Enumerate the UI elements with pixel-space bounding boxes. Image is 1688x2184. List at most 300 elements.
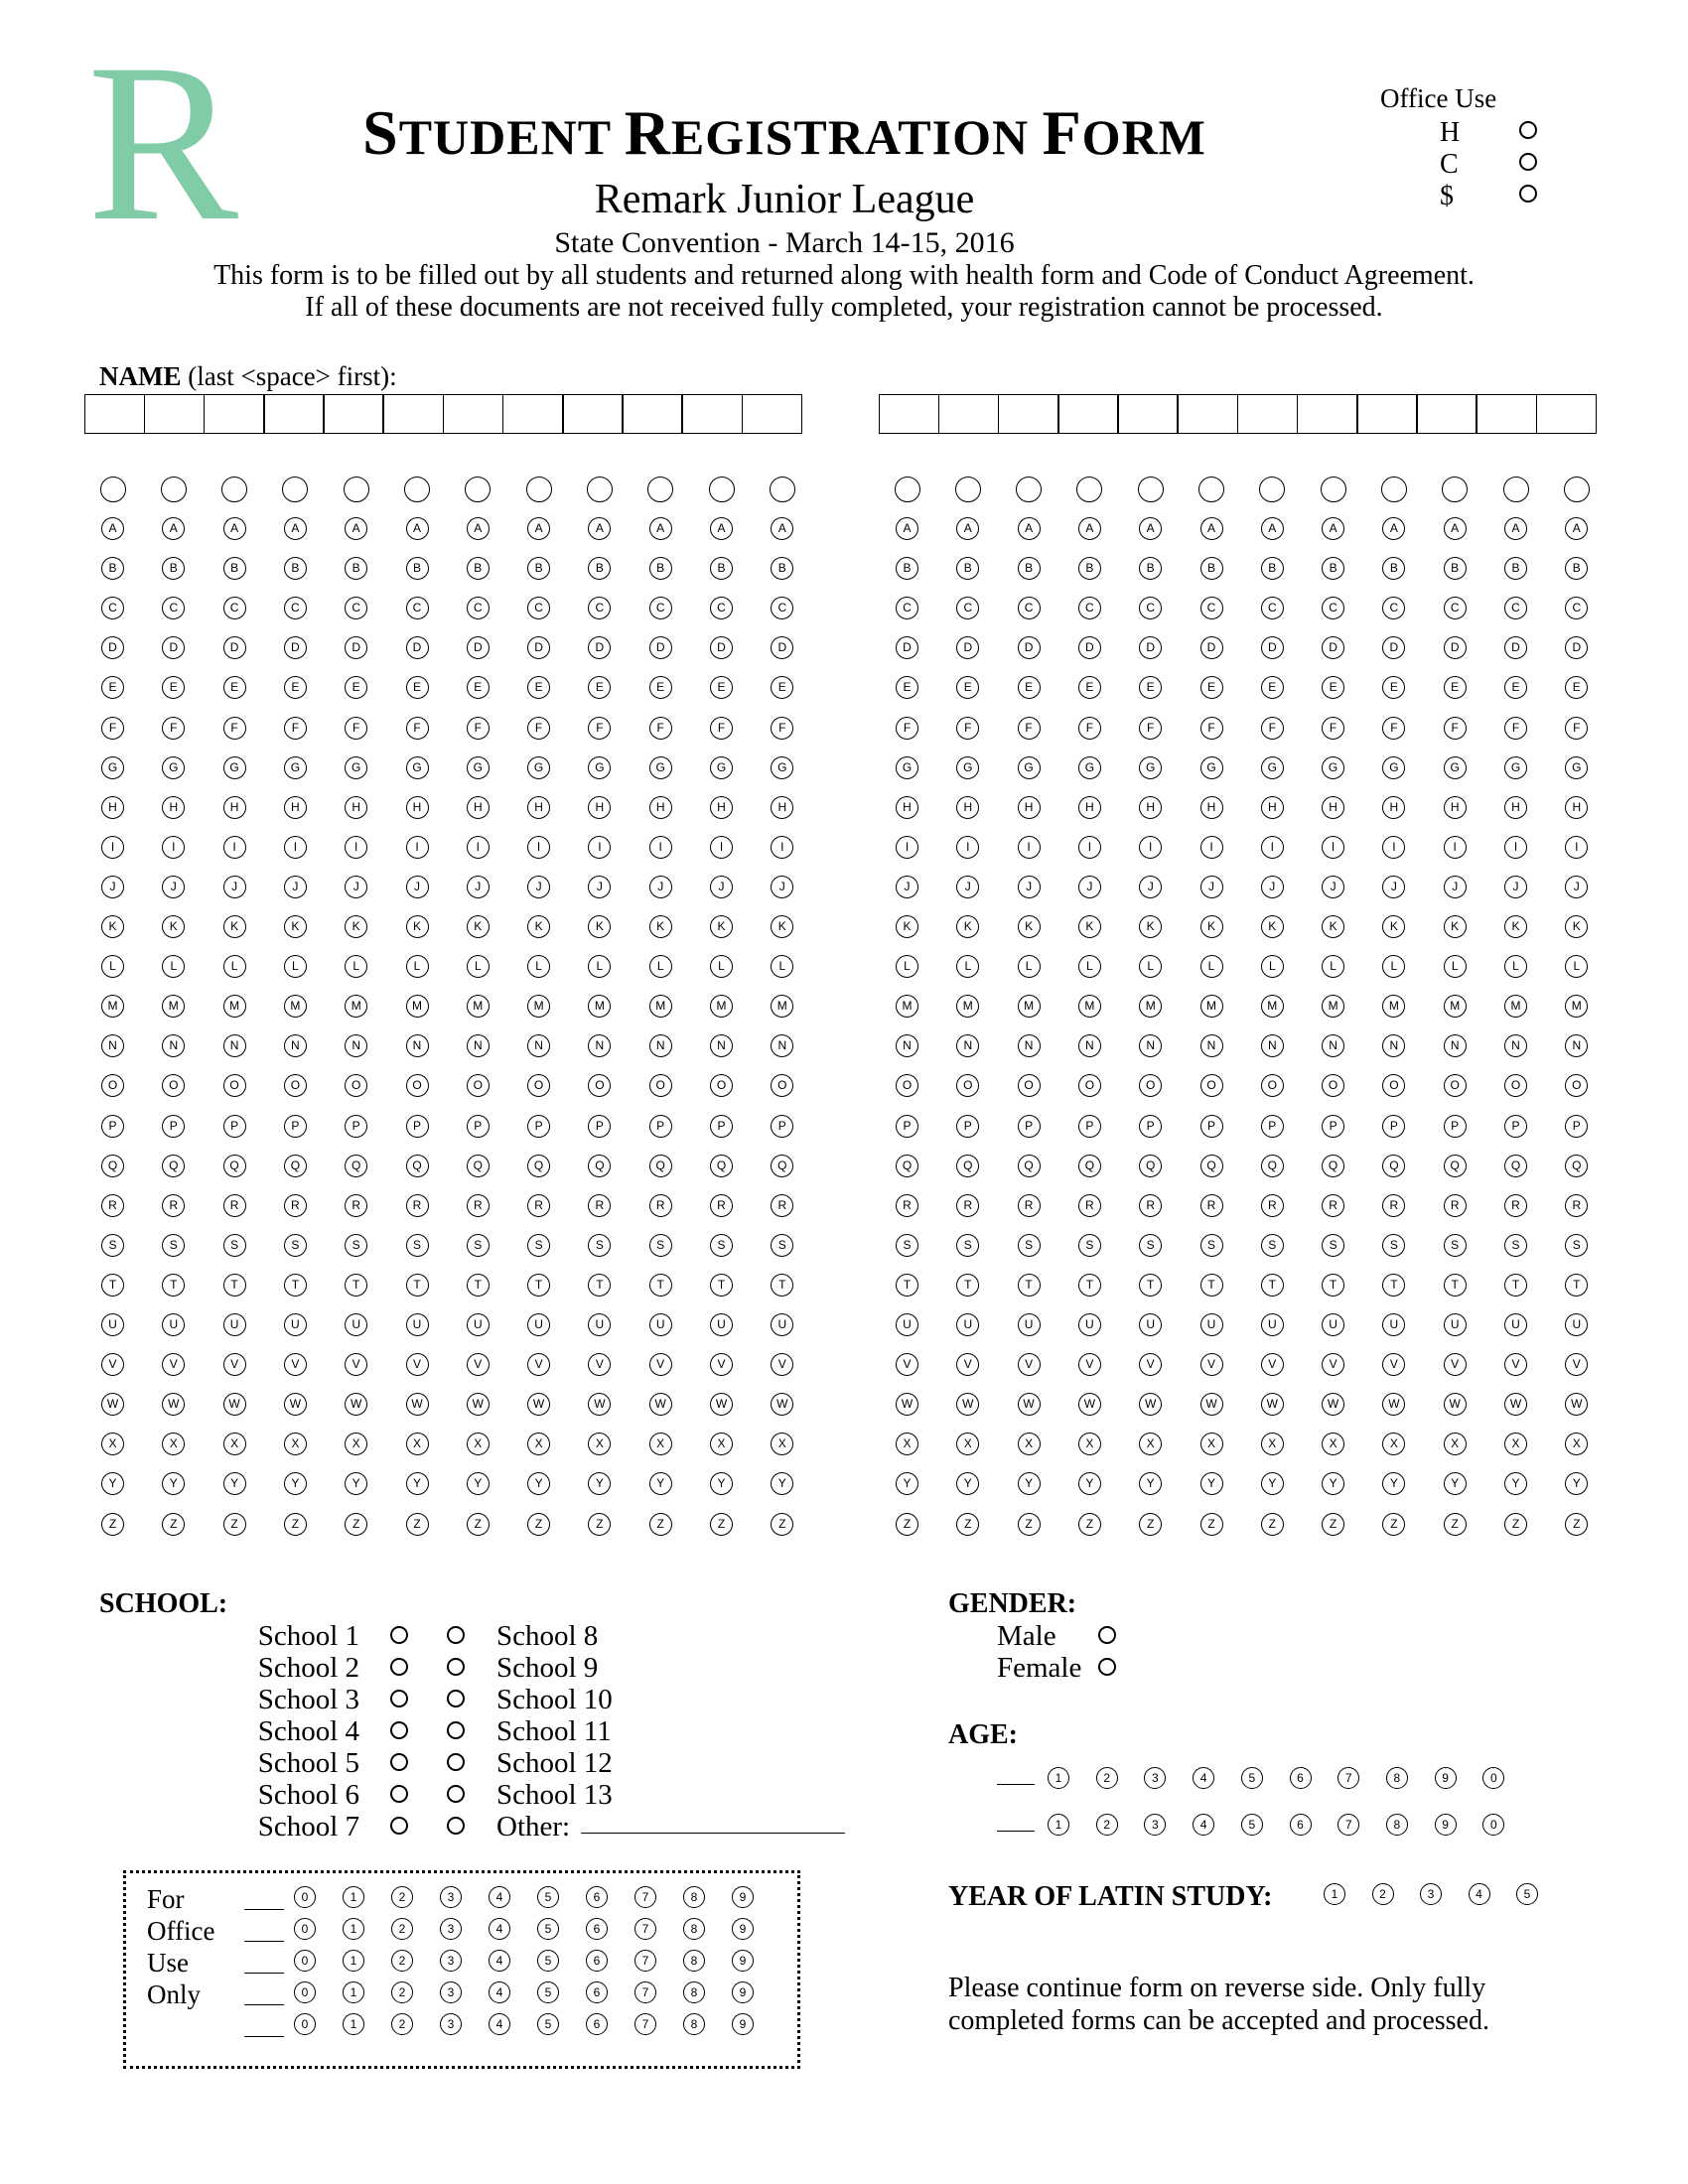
school-option-bubble[interactable] <box>390 1785 408 1803</box>
name-letter-bubble[interactable]: L <box>896 955 918 978</box>
name-letter-bubble[interactable]: I <box>1565 836 1588 859</box>
name-letter-bubble[interactable]: H <box>710 796 733 819</box>
name-letter-bubble[interactable]: F <box>101 717 124 740</box>
name-letter-bubble[interactable]: Y <box>162 1472 185 1495</box>
name-letter-bubble[interactable]: C <box>1200 597 1223 619</box>
name-letter-bubble[interactable]: B <box>1261 557 1284 580</box>
gender-male-bubble[interactable] <box>1098 1626 1116 1644</box>
name-letter-bubble[interactable]: G <box>1018 756 1041 779</box>
name-letter-bubble[interactable]: R <box>467 1194 490 1217</box>
name-letter-bubble[interactable]: H <box>1018 796 1041 819</box>
age-digit-bubble[interactable]: 9 <box>1435 1814 1457 1836</box>
name-letter-bubble[interactable]: R <box>223 1194 246 1217</box>
name-letter-bubble[interactable]: U <box>162 1313 185 1336</box>
name-letter-bubble[interactable]: T <box>1565 1274 1588 1297</box>
name-letter-bubble[interactable]: O <box>1322 1074 1344 1097</box>
name-letter-bubble[interactable]: Z <box>710 1513 733 1536</box>
name-letter-box[interactable] <box>443 394 504 434</box>
name-letter-bubble[interactable]: U <box>223 1313 246 1336</box>
name-letter-bubble[interactable]: P <box>771 1115 793 1138</box>
name-letter-box[interactable] <box>84 394 146 434</box>
name-letter-bubble[interactable]: E <box>649 676 672 699</box>
name-letter-box[interactable] <box>144 394 206 434</box>
name-space-bubble[interactable] <box>1564 477 1590 502</box>
name-letter-bubble[interactable]: B <box>1322 557 1344 580</box>
name-letter-bubble[interactable]: S <box>345 1234 367 1257</box>
name-letter-bubble[interactable]: R <box>649 1194 672 1217</box>
name-letter-bubble[interactable]: J <box>1382 876 1405 898</box>
name-letter-bubble[interactable]: K <box>467 915 490 938</box>
name-letter-bubble[interactable]: P <box>710 1115 733 1138</box>
name-letter-bubble[interactable]: D <box>1444 636 1467 659</box>
office-use-digit-bubble[interactable]: 9 <box>732 1886 754 1908</box>
name-letter-bubble[interactable]: E <box>223 676 246 699</box>
name-letter-bubble[interactable]: G <box>1139 756 1162 779</box>
name-letter-bubble[interactable]: Z <box>467 1513 490 1536</box>
name-letter-bubble[interactable]: Y <box>1565 1472 1588 1495</box>
age-digit-bubble[interactable]: 8 <box>1386 1767 1408 1789</box>
name-letter-bubble[interactable]: H <box>1382 796 1405 819</box>
office-use-bubble[interactable] <box>1519 121 1537 139</box>
name-letter-bubble[interactable]: V <box>406 1353 429 1376</box>
name-letter-bubble[interactable]: N <box>101 1034 124 1057</box>
name-letter-bubble[interactable]: X <box>1504 1433 1527 1455</box>
name-letter-bubble[interactable]: N <box>527 1034 550 1057</box>
name-letter-bubble[interactable]: L <box>649 955 672 978</box>
name-letter-bubble[interactable]: G <box>1261 756 1284 779</box>
name-letter-bubble[interactable]: K <box>1382 915 1405 938</box>
name-letter-bubble[interactable]: Z <box>223 1513 246 1536</box>
name-space-bubble[interactable] <box>1381 477 1407 502</box>
age-digit-bubble[interactable]: 1 <box>1048 1814 1069 1836</box>
name-letter-bubble[interactable]: W <box>1261 1393 1284 1416</box>
office-use-digit-bubble[interactable]: 0 <box>294 2013 316 2035</box>
name-letter-bubble[interactable]: L <box>588 955 611 978</box>
name-letter-bubble[interactable]: V <box>771 1353 793 1376</box>
name-letter-bubble[interactable]: N <box>896 1034 918 1057</box>
name-letter-bubble[interactable]: N <box>1139 1034 1162 1057</box>
name-letter-bubble[interactable]: J <box>101 876 124 898</box>
name-letter-bubble[interactable]: F <box>223 717 246 740</box>
name-letter-box[interactable] <box>681 394 743 434</box>
name-letter-box[interactable] <box>323 394 384 434</box>
office-use-digit-bubble[interactable]: 2 <box>391 1950 413 1972</box>
name-letter-bubble[interactable]: I <box>162 836 185 859</box>
name-letter-bubble[interactable]: E <box>1078 676 1101 699</box>
name-letter-bubble[interactable]: U <box>345 1313 367 1336</box>
name-letter-bubble[interactable]: U <box>1261 1313 1284 1336</box>
name-letter-bubble[interactable]: Y <box>1504 1472 1527 1495</box>
name-letter-bubble[interactable]: D <box>101 636 124 659</box>
name-letter-bubble[interactable]: R <box>1565 1194 1588 1217</box>
name-letter-bubble[interactable]: W <box>1078 1393 1101 1416</box>
name-letter-bubble[interactable]: J <box>771 876 793 898</box>
name-letter-bubble[interactable]: S <box>284 1234 307 1257</box>
name-letter-bubble[interactable]: R <box>1444 1194 1467 1217</box>
name-letter-box[interactable] <box>562 394 624 434</box>
name-letter-bubble[interactable]: M <box>284 995 307 1018</box>
name-letter-bubble[interactable]: V <box>467 1353 490 1376</box>
name-letter-bubble[interactable]: U <box>1322 1313 1344 1336</box>
name-space-bubble[interactable] <box>344 477 369 502</box>
name-letter-bubble[interactable]: N <box>1382 1034 1405 1057</box>
name-letter-bubble[interactable]: W <box>467 1393 490 1416</box>
office-use-digit-line[interactable] <box>244 2004 284 2005</box>
name-letter-bubble[interactable]: H <box>649 796 672 819</box>
name-letter-bubble[interactable]: A <box>1444 517 1467 540</box>
name-letter-bubble[interactable]: Y <box>1261 1472 1284 1495</box>
office-use-digit-bubble[interactable]: 6 <box>586 1981 608 2003</box>
name-letter-bubble[interactable]: H <box>345 796 367 819</box>
name-space-bubble[interactable] <box>100 477 126 502</box>
name-letter-bubble[interactable]: B <box>1200 557 1223 580</box>
name-letter-bubble[interactable]: N <box>284 1034 307 1057</box>
latin-year-bubble[interactable]: 4 <box>1469 1883 1490 1905</box>
name-letter-bubble[interactable]: R <box>406 1194 429 1217</box>
name-letter-bubble[interactable]: X <box>771 1433 793 1455</box>
school-option-bubble[interactable] <box>447 1690 465 1707</box>
name-letter-bubble[interactable]: E <box>1565 676 1588 699</box>
name-letter-bubble[interactable]: I <box>1444 836 1467 859</box>
name-letter-bubble[interactable]: R <box>162 1194 185 1217</box>
name-letter-bubble[interactable]: I <box>710 836 733 859</box>
name-letter-bubble[interactable]: L <box>1444 955 1467 978</box>
name-letter-bubble[interactable]: W <box>771 1393 793 1416</box>
name-letter-bubble[interactable]: N <box>771 1034 793 1057</box>
name-letter-bubble[interactable]: W <box>162 1393 185 1416</box>
name-letter-bubble[interactable]: U <box>1078 1313 1101 1336</box>
name-letter-bubble[interactable]: M <box>406 995 429 1018</box>
name-letter-bubble[interactable]: O <box>896 1074 918 1097</box>
name-letter-bubble[interactable]: I <box>956 836 979 859</box>
name-letter-bubble[interactable]: N <box>162 1034 185 1057</box>
name-letter-bubble[interactable]: T <box>649 1274 672 1297</box>
office-use-digit-bubble[interactable]: 7 <box>634 1918 656 1940</box>
name-letter-bubble[interactable]: B <box>527 557 550 580</box>
name-letter-bubble[interactable]: A <box>223 517 246 540</box>
name-letter-bubble[interactable]: P <box>956 1115 979 1138</box>
name-letter-bubble[interactable]: D <box>710 636 733 659</box>
name-letter-bubble[interactable]: Q <box>1078 1155 1101 1177</box>
office-use-digit-bubble[interactable]: 4 <box>489 1886 510 1908</box>
name-letter-bubble[interactable]: M <box>649 995 672 1018</box>
name-letter-bubble[interactable]: M <box>1018 995 1041 1018</box>
name-letter-bubble[interactable]: P <box>223 1115 246 1138</box>
name-letter-bubble[interactable]: I <box>1139 836 1162 859</box>
name-letter-bubble[interactable]: X <box>467 1433 490 1455</box>
age-digit-bubble[interactable]: 0 <box>1482 1814 1504 1836</box>
name-letter-bubble[interactable]: Q <box>1565 1155 1588 1177</box>
name-letter-bubble[interactable]: S <box>1078 1234 1101 1257</box>
name-letter-bubble[interactable]: Z <box>527 1513 550 1536</box>
name-letter-bubble[interactable]: A <box>1200 517 1223 540</box>
name-letter-bubble[interactable]: K <box>896 915 918 938</box>
name-letter-bubble[interactable]: H <box>527 796 550 819</box>
school-option-bubble[interactable] <box>390 1626 408 1644</box>
office-use-bubble[interactable] <box>1519 185 1537 203</box>
office-use-digit-bubble[interactable]: 8 <box>683 1918 705 1940</box>
name-letter-bubble[interactable]: T <box>1018 1274 1041 1297</box>
age-digit-bubble[interactable]: 0 <box>1482 1767 1504 1789</box>
name-letter-bubble[interactable]: I <box>101 836 124 859</box>
name-letter-bubble[interactable]: A <box>1504 517 1527 540</box>
name-letter-bubble[interactable]: G <box>956 756 979 779</box>
name-letter-bubble[interactable]: P <box>588 1115 611 1138</box>
name-letter-bubble[interactable]: K <box>1565 915 1588 938</box>
name-letter-bubble[interactable]: D <box>771 636 793 659</box>
name-letter-bubble[interactable]: E <box>771 676 793 699</box>
name-space-bubble[interactable] <box>1076 477 1102 502</box>
name-letter-bubble[interactable]: O <box>345 1074 367 1097</box>
name-letter-bubble[interactable]: G <box>345 756 367 779</box>
name-letter-bubble[interactable]: M <box>1200 995 1223 1018</box>
name-letter-bubble[interactable]: U <box>956 1313 979 1336</box>
name-letter-bubble[interactable]: V <box>1078 1353 1101 1376</box>
name-letter-bubble[interactable]: Y <box>710 1472 733 1495</box>
name-letter-bubble[interactable]: S <box>649 1234 672 1257</box>
name-letter-bubble[interactable]: W <box>1200 1393 1223 1416</box>
name-letter-bubble[interactable]: R <box>1139 1194 1162 1217</box>
office-use-digit-line[interactable] <box>244 1973 284 1974</box>
office-use-digit-bubble[interactable]: 2 <box>391 2013 413 2035</box>
name-letter-bubble[interactable]: T <box>101 1274 124 1297</box>
name-letter-bubble[interactable]: S <box>467 1234 490 1257</box>
name-letter-bubble[interactable]: S <box>1504 1234 1527 1257</box>
name-letter-bubble[interactable]: Q <box>1018 1155 1041 1177</box>
name-letter-bubble[interactable]: S <box>162 1234 185 1257</box>
name-space-bubble[interactable] <box>465 477 491 502</box>
name-letter-bubble[interactable]: T <box>467 1274 490 1297</box>
name-letter-bubble[interactable]: H <box>223 796 246 819</box>
name-letter-bubble[interactable]: X <box>1444 1433 1467 1455</box>
name-letter-bubble[interactable]: J <box>1078 876 1101 898</box>
name-letter-bubble[interactable]: Y <box>1018 1472 1041 1495</box>
name-letter-bubble[interactable]: J <box>956 876 979 898</box>
office-use-digit-bubble[interactable]: 6 <box>586 1886 608 1908</box>
age-digit-bubble[interactable]: 6 <box>1290 1767 1312 1789</box>
name-letter-bubble[interactable]: S <box>1018 1234 1041 1257</box>
age-digit-bubble[interactable]: 5 <box>1241 1814 1263 1836</box>
school-option-bubble[interactable] <box>447 1626 465 1644</box>
name-letter-bubble[interactable]: P <box>1444 1115 1467 1138</box>
name-letter-bubble[interactable]: U <box>1200 1313 1223 1336</box>
name-letter-bubble[interactable]: B <box>467 557 490 580</box>
name-letter-bubble[interactable]: R <box>1504 1194 1527 1217</box>
name-letter-bubble[interactable]: Q <box>345 1155 367 1177</box>
name-letter-bubble[interactable]: E <box>588 676 611 699</box>
office-use-digit-line[interactable] <box>244 2036 284 2037</box>
name-letter-bubble[interactable]: S <box>527 1234 550 1257</box>
name-letter-bubble[interactable]: O <box>710 1074 733 1097</box>
name-letter-bubble[interactable]: Y <box>223 1472 246 1495</box>
name-letter-bubble[interactable]: X <box>1261 1433 1284 1455</box>
name-letter-bubble[interactable]: A <box>284 517 307 540</box>
name-letter-bubble[interactable]: Q <box>1382 1155 1405 1177</box>
name-letter-bubble[interactable]: A <box>1261 517 1284 540</box>
name-letter-bubble[interactable]: Z <box>1200 1513 1223 1536</box>
name-letter-bubble[interactable]: S <box>771 1234 793 1257</box>
name-letter-bubble[interactable]: A <box>1078 517 1101 540</box>
age-digit-bubble[interactable]: 4 <box>1193 1814 1214 1836</box>
name-letter-bubble[interactable]: V <box>1200 1353 1223 1376</box>
office-use-digit-bubble[interactable]: 9 <box>732 1981 754 2003</box>
name-letter-bubble[interactable]: I <box>406 836 429 859</box>
name-letter-bubble[interactable]: D <box>223 636 246 659</box>
name-letter-bubble[interactable]: V <box>1139 1353 1162 1376</box>
name-letter-bubble[interactable]: X <box>1565 1433 1588 1455</box>
name-letter-bubble[interactable]: L <box>1078 955 1101 978</box>
name-letter-bubble[interactable]: C <box>649 597 672 619</box>
name-letter-bubble[interactable]: I <box>771 836 793 859</box>
name-space-bubble[interactable] <box>1321 477 1346 502</box>
age-digit-bubble[interactable]: 7 <box>1337 1767 1359 1789</box>
name-letter-box[interactable] <box>622 394 683 434</box>
name-letter-bubble[interactable]: L <box>1139 955 1162 978</box>
name-letter-bubble[interactable]: E <box>1018 676 1041 699</box>
name-letter-bubble[interactable]: H <box>896 796 918 819</box>
name-letter-bubble[interactable]: Q <box>162 1155 185 1177</box>
name-letter-bubble[interactable]: O <box>1139 1074 1162 1097</box>
name-letter-bubble[interactable]: P <box>896 1115 918 1138</box>
name-letter-bubble[interactable]: F <box>1200 717 1223 740</box>
name-letter-bubble[interactable]: S <box>896 1234 918 1257</box>
age-digit-bubble[interactable]: 2 <box>1096 1767 1118 1789</box>
name-letter-bubble[interactable]: C <box>1261 597 1284 619</box>
name-letter-bubble[interactable]: D <box>406 636 429 659</box>
name-letter-bubble[interactable]: Q <box>896 1155 918 1177</box>
school-option-bubble[interactable] <box>390 1817 408 1835</box>
name-letter-bubble[interactable]: O <box>101 1074 124 1097</box>
name-letter-bubble[interactable]: F <box>1018 717 1041 740</box>
name-letter-bubble[interactable]: W <box>588 1393 611 1416</box>
name-letter-bubble[interactable]: H <box>1504 796 1527 819</box>
name-letter-bubble[interactable]: J <box>223 876 246 898</box>
office-use-digit-bubble[interactable]: 9 <box>732 2013 754 2035</box>
name-letter-bubble[interactable]: V <box>527 1353 550 1376</box>
name-letter-bubble[interactable]: A <box>710 517 733 540</box>
age-digit-line[interactable] <box>997 1831 1035 1832</box>
name-letter-bubble[interactable]: D <box>956 636 979 659</box>
office-use-digit-bubble[interactable]: 1 <box>343 1981 364 2003</box>
name-letter-bubble[interactable]: U <box>101 1313 124 1336</box>
name-letter-bubble[interactable]: B <box>1444 557 1467 580</box>
name-letter-bubble[interactable]: M <box>1139 995 1162 1018</box>
name-letter-bubble[interactable]: T <box>771 1274 793 1297</box>
name-letter-bubble[interactable]: Y <box>956 1472 979 1495</box>
name-letter-bubble[interactable]: I <box>1261 836 1284 859</box>
name-letter-bubble[interactable]: T <box>710 1274 733 1297</box>
name-letter-bubble[interactable]: P <box>467 1115 490 1138</box>
name-letter-bubble[interactable]: Y <box>896 1472 918 1495</box>
name-letter-bubble[interactable]: V <box>1018 1353 1041 1376</box>
name-letter-bubble[interactable]: Z <box>1382 1513 1405 1536</box>
name-letter-bubble[interactable]: U <box>284 1313 307 1336</box>
name-letter-bubble[interactable]: C <box>101 597 124 619</box>
age-digit-bubble[interactable]: 9 <box>1435 1767 1457 1789</box>
name-letter-bubble[interactable]: P <box>1018 1115 1041 1138</box>
name-letter-bubble[interactable]: J <box>345 876 367 898</box>
name-letter-bubble[interactable]: P <box>162 1115 185 1138</box>
name-space-bubble[interactable] <box>526 477 552 502</box>
name-space-bubble[interactable] <box>770 477 795 502</box>
name-letter-bubble[interactable]: C <box>406 597 429 619</box>
name-letter-bubble[interactable]: Z <box>1504 1513 1527 1536</box>
name-letter-bubble[interactable]: C <box>710 597 733 619</box>
office-use-digit-bubble[interactable]: 3 <box>440 1886 462 1908</box>
office-use-digit-bubble[interactable]: 1 <box>343 2013 364 2035</box>
office-use-digit-bubble[interactable]: 7 <box>634 1886 656 1908</box>
name-letter-bubble[interactable]: X <box>649 1433 672 1455</box>
name-letter-bubble[interactable]: I <box>527 836 550 859</box>
age-digit-bubble[interactable]: 4 <box>1193 1767 1214 1789</box>
name-letter-bubble[interactable]: P <box>406 1115 429 1138</box>
name-letter-bubble[interactable]: M <box>588 995 611 1018</box>
name-letter-bubble[interactable]: A <box>467 517 490 540</box>
name-letter-bubble[interactable]: J <box>588 876 611 898</box>
name-letter-bubble[interactable]: E <box>162 676 185 699</box>
name-letter-bubble[interactable]: I <box>223 836 246 859</box>
office-use-digit-bubble[interactable]: 0 <box>294 1950 316 1972</box>
school-option-bubble[interactable] <box>447 1721 465 1739</box>
name-letter-box[interactable] <box>1297 394 1358 434</box>
office-use-digit-bubble[interactable]: 4 <box>489 2013 510 2035</box>
name-letter-bubble[interactable]: G <box>649 756 672 779</box>
name-letter-bubble[interactable]: Z <box>345 1513 367 1536</box>
name-letter-bubble[interactable]: L <box>467 955 490 978</box>
office-use-digit-bubble[interactable]: 4 <box>489 1918 510 1940</box>
name-letter-bubble[interactable]: X <box>345 1433 367 1455</box>
name-letter-bubble[interactable]: J <box>649 876 672 898</box>
name-letter-bubble[interactable]: C <box>896 597 918 619</box>
name-letter-bubble[interactable]: X <box>956 1433 979 1455</box>
name-letter-bubble[interactable]: L <box>1382 955 1405 978</box>
name-letter-bubble[interactable]: C <box>1322 597 1344 619</box>
name-letter-bubble[interactable]: H <box>956 796 979 819</box>
name-letter-bubble[interactable]: E <box>1382 676 1405 699</box>
name-letter-bubble[interactable]: E <box>1444 676 1467 699</box>
name-letter-bubble[interactable]: C <box>1078 597 1101 619</box>
name-letter-bubble[interactable]: W <box>1018 1393 1041 1416</box>
name-letter-bubble[interactable]: G <box>588 756 611 779</box>
name-letter-bubble[interactable]: F <box>1261 717 1284 740</box>
name-letter-bubble[interactable]: T <box>956 1274 979 1297</box>
name-letter-bubble[interactable]: D <box>1139 636 1162 659</box>
name-letter-box[interactable] <box>263 394 325 434</box>
name-space-bubble[interactable] <box>895 477 920 502</box>
name-letter-bubble[interactable]: G <box>284 756 307 779</box>
name-letter-bubble[interactable]: K <box>956 915 979 938</box>
name-letter-bubble[interactable]: F <box>1139 717 1162 740</box>
name-letter-bubble[interactable]: Z <box>162 1513 185 1536</box>
name-letter-bubble[interactable]: K <box>1261 915 1284 938</box>
name-letter-bubble[interactable]: N <box>1078 1034 1101 1057</box>
name-letter-bubble[interactable]: M <box>1322 995 1344 1018</box>
name-letter-bubble[interactable]: C <box>1382 597 1405 619</box>
name-letter-bubble[interactable]: Z <box>771 1513 793 1536</box>
name-letter-bubble[interactable]: K <box>162 915 185 938</box>
name-letter-bubble[interactable]: V <box>1504 1353 1527 1376</box>
name-letter-bubble[interactable]: Y <box>649 1472 672 1495</box>
name-letter-box[interactable] <box>1476 394 1537 434</box>
name-letter-bubble[interactable]: J <box>406 876 429 898</box>
office-use-digit-bubble[interactable]: 8 <box>683 1886 705 1908</box>
school-option-bubble[interactable] <box>390 1753 408 1771</box>
name-letter-bubble[interactable]: J <box>1504 876 1527 898</box>
name-letter-bubble[interactable]: K <box>1139 915 1162 938</box>
name-letter-bubble[interactable]: M <box>223 995 246 1018</box>
name-letter-bubble[interactable]: B <box>1565 557 1588 580</box>
name-letter-bubble[interactable]: Q <box>1504 1155 1527 1177</box>
